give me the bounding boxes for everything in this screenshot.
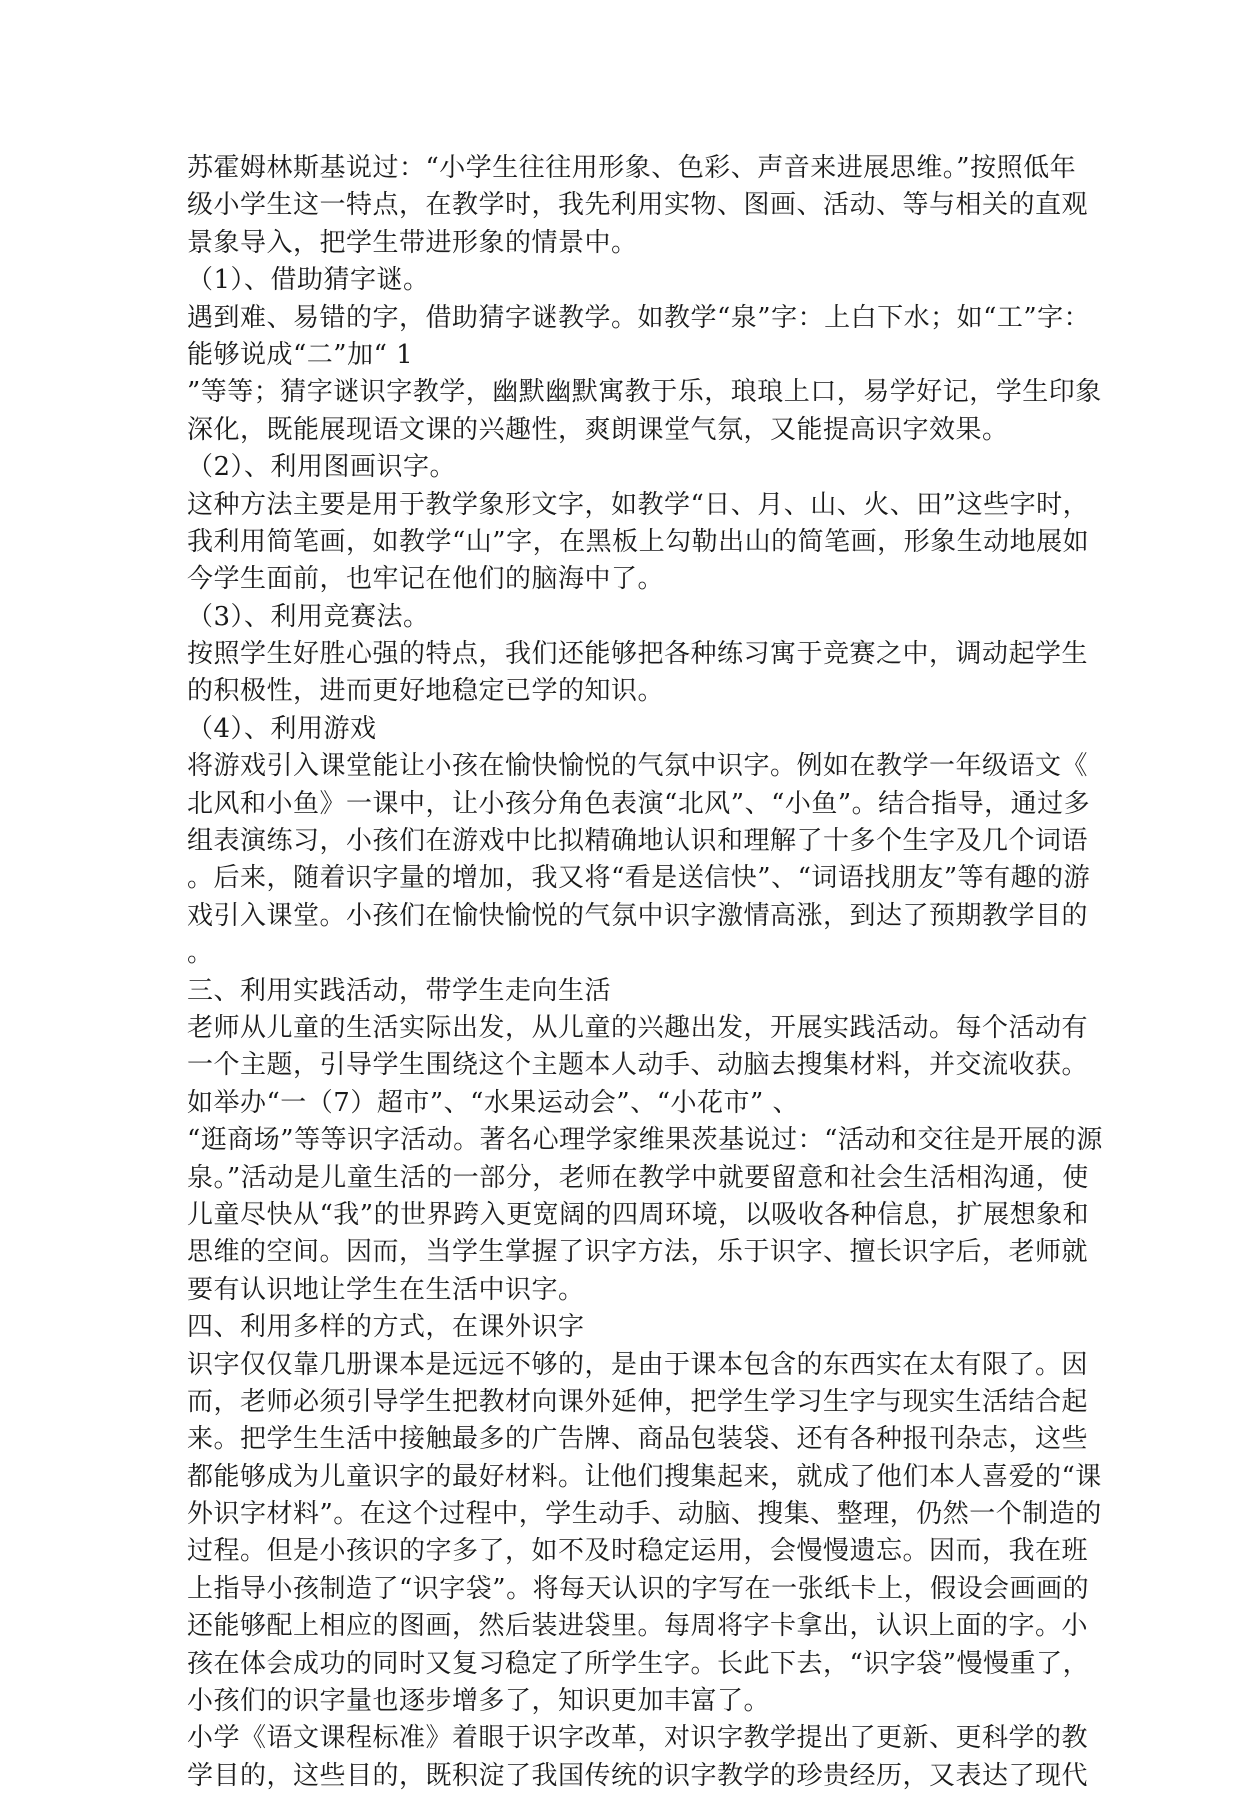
text-line: 北风和小鱼》一课中，让小孩分角色表演“北风”、“小鱼”。结合指导，通过多	[187, 788, 1091, 819]
text-line: 级小学生这一特点，在教学时，我先利用实物、图画、活动、等与相关的直观	[187, 190, 1089, 221]
section-heading: （3）、利用竞赛法。	[187, 601, 430, 632]
text-line: 来。把学生生活中接触最多的广告牌、商品包装袋、还有各种报刊杂志，这些	[187, 1424, 1089, 1455]
body-text	[187, 150, 1103, 1795]
section-heading: （1）、借助猜字谜。	[187, 265, 430, 296]
text-line: 过程。但是小孩识的字多了，如不及时稳定运用，会慢慢遗忘。因而，我在班	[187, 1536, 1089, 1567]
text-line: 而，老师必须引导学生把教材向课外延伸，把学生学习生字与现实生活结合起	[187, 1386, 1089, 1417]
text-line: 深化，既能展现语文课的兴趣性，爽朗课堂气氛，又能提高识字效果。	[187, 414, 1009, 445]
text-line: 一个主题，引导学生围绕这个主题本人动手、动脑去搜集材料，并交流收获。	[187, 1050, 1089, 1081]
text-line: 要有认识地让学生在生活中识字。	[187, 1274, 585, 1305]
section-heading: 四、利用多样的方式，在课外识字	[187, 1312, 585, 1343]
section-heading: （2）、利用图画识字。	[187, 452, 457, 483]
text-line: 小孩们的识字量也逐步增多了，知识更加丰富了。	[187, 1686, 771, 1717]
section-heading: 三、利用实践活动，带学生走向生活	[187, 975, 612, 1006]
text-line: 戏引入课堂。小孩们在愉快愉悦的气氛中识字激情高涨，到达了预期教学目的	[187, 900, 1089, 931]
text-line: ”等等；猜字谜识字教学，幽默幽默寓教于乐，琅琅上口，易学好记，学生印象	[187, 377, 1102, 408]
text-line: 还能够配上相应的图画，然后装进袋里。每周将字卡拿出，认识上面的字。小	[187, 1611, 1089, 1642]
text-line: 上指导小孩制造了“识字袋”。将每天认识的字写在一张纸卡上，假设会画画的	[187, 1573, 1090, 1604]
text-line: 遇到难、易错的字，借助猜字谜教学。如教学“泉”字：上白下水；如“工”字：	[187, 302, 1091, 333]
text-line: 学目的，这些目的，既积淀了我国传统的识字教学的珍贵经历，又表达了现代	[187, 1760, 1089, 1791]
text-line: 景象导入，把学生带进形象的情景中。	[187, 227, 638, 258]
text-line: 按照学生好胜心强的特点，我们还能够把各种练习寓于竞赛之中，调动起学生	[187, 639, 1089, 670]
section-heading: （4）、利用游戏	[187, 713, 377, 744]
text-line: 识字仅仅靠几册课本是远远不够的，是由于课本包含的东西实在太有限了。因	[187, 1349, 1089, 1380]
text-line: 。	[187, 938, 214, 969]
text-line: “逛商场”等等识字活动。著名心理学家维果茨基说过：“活动和交往是开展的源	[187, 1125, 1103, 1156]
text-line: 能够说成“二”加“ 1	[187, 339, 414, 370]
text-line: 思维的空间。因而，当学生掌握了识字方法，乐于识字、擅长识字后，老师就	[187, 1237, 1089, 1268]
text-line: 孩在体会成功的同时又复习稳定了所学生字。长此下去，“识字袋”慢慢重了，	[187, 1648, 1090, 1679]
text-line: 这种方法主要是用于教学象形文字，如教学“日、月、山、火、田”这些字时，	[187, 489, 1090, 520]
text-line: 我利用简笔画，如教学“山”字，在黑板上勾勒出山的简笔画，形象生动地展如	[187, 526, 1090, 557]
text-line: 儿童尽快从“我”的世界跨入更宽阔的四周环境，以吸收各种信息，扩展想象和	[187, 1199, 1090, 1230]
text-line: 今学生面前，也牢记在他们的脑海中了。	[187, 564, 665, 595]
text-line: 老师从儿童的生活实际出发，从儿童的兴趣出发，开展实践活动。每个活动有	[187, 1012, 1089, 1043]
text-line: 组表演练习，小孩们在游戏中比拟精确地认识和理解了十多个生字及几个词语	[187, 826, 1089, 857]
text-line: 如举办“一（7）超市”、“水果运动会”、“小花市” 、	[187, 1087, 800, 1118]
text-line: 外识字材料”。在这个过程中，学生动手、动脑、搜集、整理，仍然一个制造的	[187, 1499, 1102, 1530]
text-line: 将游戏引入课堂能让小孩在愉快愉悦的气氛中识字。例如在教学一年级语文《	[187, 751, 1089, 782]
text-line: 小学《语文课程标准》着眼于识字改革，对识字教学提出了更新、更科学的教	[187, 1723, 1089, 1754]
text-line: 。后来，随着识字量的增加，我又将“看是送信快”、“词语找朋友”等有趣的游	[187, 863, 1091, 894]
text-line: 苏霍姆林斯基说过：“小学生往往用形象、色彩、声音来进展思维。”按照低年	[187, 153, 1077, 183]
text-line: 的积极性，进而更好地稳定已学的知识。	[187, 676, 665, 707]
text-line: 都能够成为儿童识字的最好材料。让他们搜集起来，就成了他们本人喜爱的“课	[187, 1461, 1102, 1492]
text-line: 泉。”活动是儿童生活的一部分，老师在教学中就要留意和社会生活相沟通，使	[187, 1162, 1089, 1193]
